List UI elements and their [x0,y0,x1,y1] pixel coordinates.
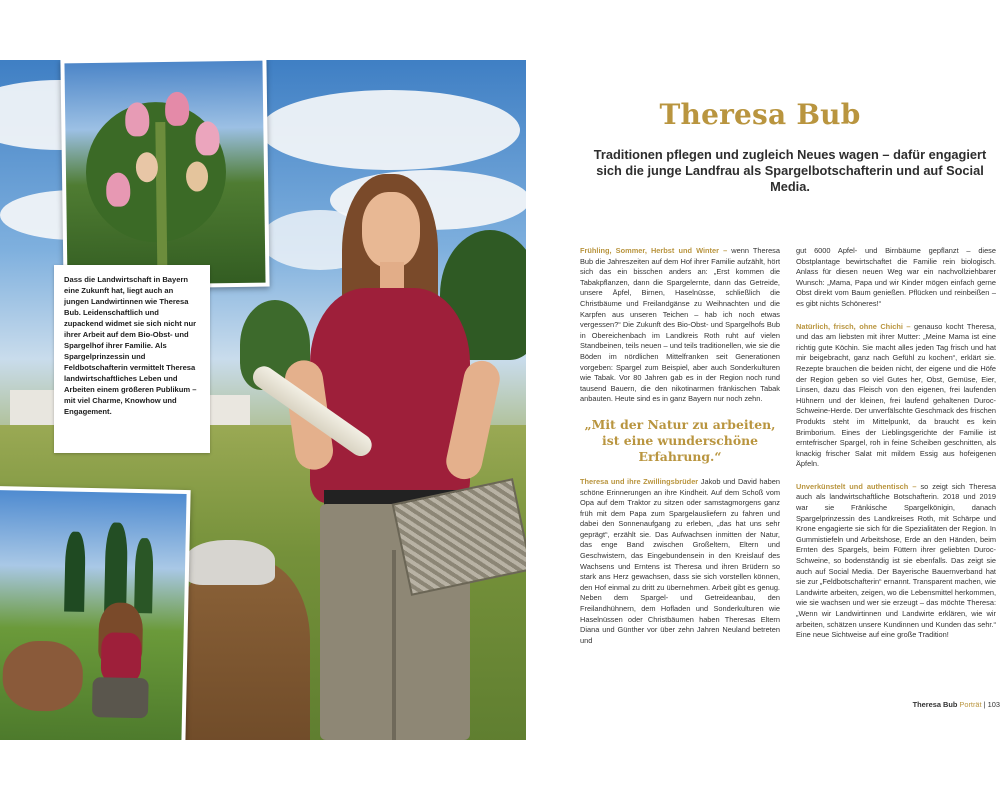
paragraph [796,322,996,470]
pig-inset-photo [0,486,191,740]
footer-section: Porträt [959,700,982,709]
article-title: Theresa Bub [659,98,861,131]
paragraph-lead: Natürlich, frisch, ohne Chichi – [796,321,911,331]
footer-name: Theresa Bub [912,700,958,709]
pull-quote: „Mit der Natur zu arbeiten, ist eine wunderschöne Erfahrung.“ [584,416,776,464]
article-subtitle: Traditionen pflegen und zugleich Neues wagen – dafür engagiert sich die junge Landfrau als Spargelbotschafterin und auf Social Media. [593,147,987,194]
paragraph-text: wenn Theresa Bub die Jahreszeiten auf dem Hof ihrer Familie aufzählt, hört sich das ein bisschen anders an: „Erst kommen die Tabakpflanzen, dann die Spargelernte, dann das Getreide, unsere Äpfel, Birnen, Haselnüsse, schließlich die Christbäume und Freilandgänse zu Weihnachten und die Karpfen aus unseren Teichen – hab ich noch etwas vergessen?“ Die Zukunft des Bio-Obst- und Spargelhofs Bub in Obereichenbach im Landkreis Roth ruht auf vielen Standbeinen, teils neuen – und teils traditionellen, wie sie die Böden im nördlichen Mittelfranken seit Generationen vorgeben: Spargel zum Beispiel, aber auch Sonderkulturen wie Tabak. Vor 80 Jahren gab es in der Region noch rund tausend Bauern, die den nikotinarmen fränkischen Tabak anbauten. Heute sind es in ganz Bayern nur noch zehn. [580,246,780,404]
footer-separator: | [983,700,986,709]
woman-figure [280,170,520,740]
paragraph [796,482,996,641]
white-cover [185,540,275,585]
paragraph-text: so zeigt sich Theresa auch als landwirtschaftliche Botschafterin. 2018 und 2019 war sie Fränkische Spargelkönigin, danach Spargelprinzessin des Landkreises Roth, mit Schärpe und Krone engagierte sie sich für die Spezialitäten der Region. In Gummistiefeln und Arbeitshose, Erde an den Händen, beim Ernten des Spargels, beim Füttern ihrer geliebten Duroc-Schweine, so bodenständig ist sie ebenfalls. Das zeigt sie auch auf Social Media. Der Bayerische Bauernverband hat sie zur „Feldbotschafterin“ ernannt. Transparent machen, wie Landwirte arbeiten, zeigen, wo die Lebensmittel herkommen, wie sie wachsen und wer sie erzeugt – das möchte Theresa: „Wenn wir Landwirtinnen und Landwirte erklären, wie wir arbeiten, schätzen unsere Kundinnen und Kunden das sehr.“ Eine neue Sichtweise auf eine große Tradition! [796,481,996,640]
paragraph [580,246,780,405]
paragraph-lead: Theresa und ihre Zwillingsbrüder [580,476,699,486]
paragraph [580,477,780,647]
text-column-right [796,246,996,653]
text-column-left [580,246,780,658]
paragraph-text: Jakob und David haben schöne Erinnerungen an ihre Kindheit. Auf dem Schoß vom Opa auf dem Traktor zu sitzen oder samstagmorgens ganz früh mit dem Papa zum Spargelausliefern zu fahren und dabei den Sonnenaufgang zu erleben, „das hat uns sehr geprägt“, erzählt sie. Das Aufwachsen inmitten der Natur, das enge Band zwischen Großeltern, Eltern und Geschwistern, das Eingebundensein in den Kreislauf des Wachsens und Erntens ist Theresa und ihren Brüdern so stark ans Herz gewachsen, dass sie sich vorstellen können, den Hof einmal zu dritt zu übernehmen. Arbeit gibt es genug. Neben dem Spargel- und Getreideanbau, den Freilandhühnern, dem Hofladen und Sonderkulturen wie Haselnüssen oder Christbäumen haben Theresas Eltern Diana und Günther vor über zehn Jahren Neuland betreten und [580,476,780,645]
page-number: 103 [987,700,1000,709]
photo-caption: Dass die Landwirtschaft in Bayern eine Zukunft hat, liegt auch an jungen Landwirtinnen wie Theresa Bub. Leidenschaftlich und zupackend widmet sie sich nicht nur ihrer Arbeit auf dem Bio-Obst- und Spargelhof ihrer Familie. Als Spargelprinzessin und Feldbotschafterin vermittelt Theresa landwirtschaftliches Leben und Arbeiten einem größeren Publikum – mit viel Charme, Knowhow und Engagement. [54,265,210,453]
flower-inset-photo [60,60,269,289]
paragraph [796,246,996,310]
paragraph-lead: Frühling, Sommer, Herbst und Winter – [580,246,728,255]
paragraph-lead: Unverkünstelt und authentisch – [796,481,917,491]
cloud [260,90,520,170]
farm-house [10,390,60,430]
page-footer [800,700,1000,709]
paragraph-text: gut 6000 Apfel- und Birnbäume gepflanzt – diese Obstplantage bewirtschaftet die Familie rein biologisch. Anlass für diesen neuen Weg war ein nachvollziehbarer Wunsch: „Mama, Papa und wir Kinder mögen einfach gerne Obst direkt vom Baum genießen. Pflücken und reinbeißen – es gibt nichts Schöneres!“ [796,246,996,308]
main-photo [0,60,526,740]
paragraph-text: genauso kocht Theresa, und das am liebsten mit ihrer Mutter: „Meine Mama ist eine richtig gute Köchin. Sie macht alles jeden Tag frisch und hat mir beigebracht, ganz nach Gefühl zu kochen“, erklärt sie. Rezepte brauchen die beiden nicht, der eigene und die Höfe der Region geben so viel Gutes her, Obst, Gemüse, Eier, Linsen, dazu das Fleisch von den eigenen, frei laufenden Hühnern und der kleinen, frei laufend gehaltenen Duroc-Schweine-Herde. Der unverfälschte Geschmack des frischen Produkts steht im Mittelpunkt, da braucht es kein Brimborium. Eines der Lieblingsgerichte der Familie ist erntefrischer Spargel, roh in feine Scheiben geschnitten, als knackig frischer Salat mit mildem Essig aus hofeigenen Äpfeln. [796,321,996,469]
